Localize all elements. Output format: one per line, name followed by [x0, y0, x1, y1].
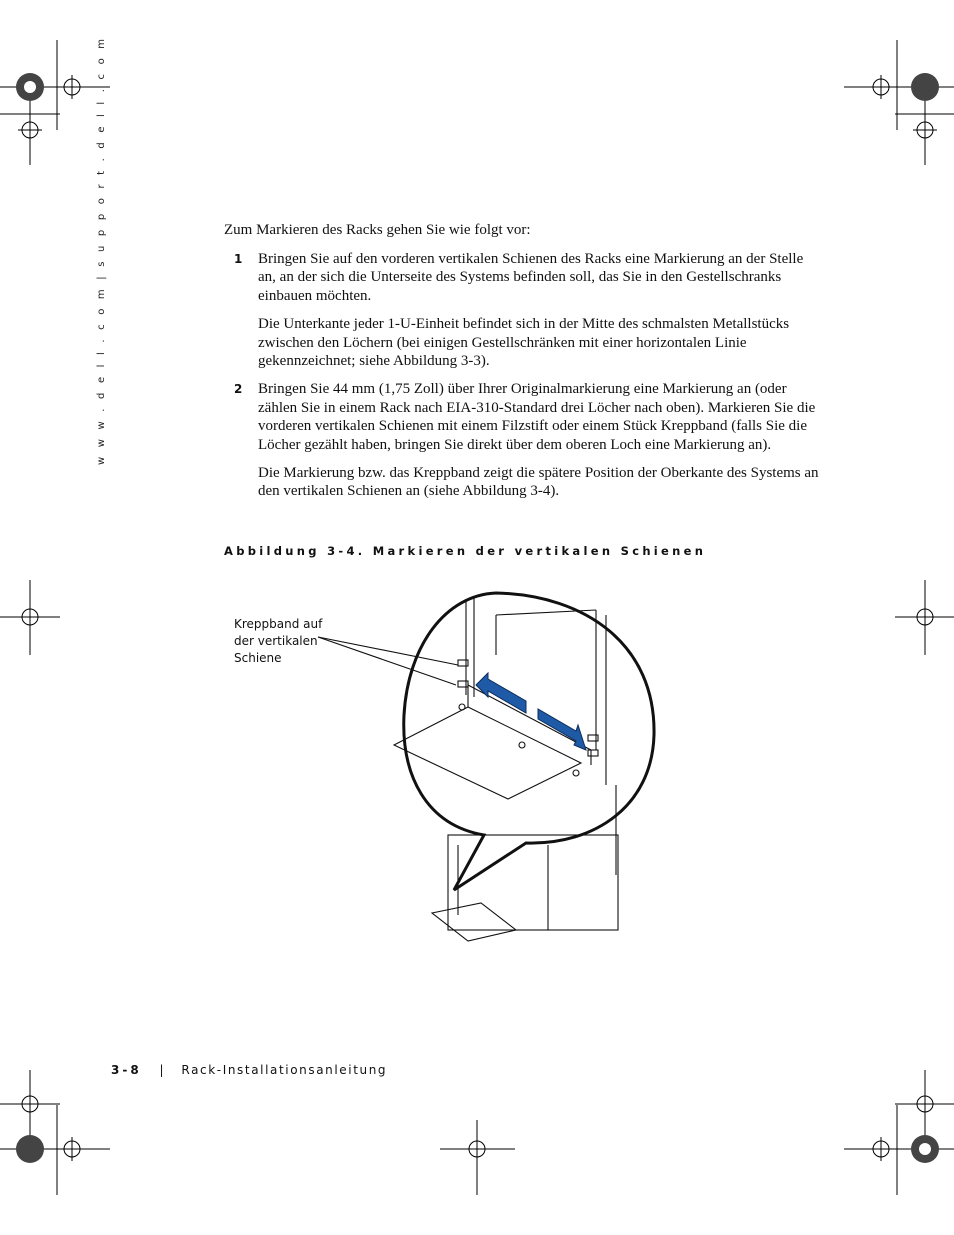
page-number: 3-8	[111, 1063, 142, 1077]
step-paragraph: Die Unterkante jeder 1-U-Einheit befindet sich in der Mitte des schmalsten Metallstücks zwischen den Löchern (bei einigen Gestellschränken mit einer horizontalen Linie gekennzeichnet; siehe Abbildung 3-3).	[258, 315, 790, 370]
side-website-url: w w w . d e l l . c o m | s u p p o r t . d e l l . c o m	[96, 35, 107, 465]
step-number: 2	[234, 381, 243, 396]
callout-line: Schiene	[234, 651, 282, 665]
callout-line: Kreppband auf	[234, 617, 323, 631]
footer-title: Rack-Installationsanleitung	[181, 1063, 388, 1077]
page-footer	[111, 1063, 387, 1077]
step-2	[224, 380, 824, 501]
footer-separator: |	[159, 1063, 164, 1077]
step-paragraph: Bringen Sie auf den vorderen vertikalen Schienen des Racks eine Markierung an der Stelle an, an der sich die Unterseite des Systems befinden soll, das Sie in den Gestellschranks einbauen möchten.	[258, 250, 804, 305]
callout-line: der vertikalen	[234, 634, 318, 648]
intro-paragraph: Zum Markieren des Racks gehen Sie wie folgt vor:	[224, 222, 531, 238]
body-text	[224, 221, 824, 510]
figure-caption: Abbildung 3-4. Markieren der vertikalen Schienen	[224, 544, 707, 558]
rack-drawing	[226, 585, 656, 945]
step-1	[224, 250, 824, 371]
step-paragraph: Die Markierung bzw. das Kreppband zeigt die spätere Position der Oberkante des Systems an den vertikalen Schienen an (siehe Abbildung 3-4).	[258, 464, 819, 500]
step-paragraph: Bringen Sie 44 mm (1,75 Zoll) über Ihrer Originalmarkierung eine Markierung an (oder zählen Sie in einem Rack nach EIA-310-Standard drei Löcher nach oben). Markieren Sie die vorderen vertikalen Schienen mit einem Filzstift oder einem Stück Kreppband (falls Sie die Löcher gezählt haben, bringen Sie direkt über dem oberen Loch eine Markierung an).	[258, 380, 816, 454]
figure-rack-illustration	[226, 585, 656, 945]
step-number: 1	[234, 251, 243, 266]
